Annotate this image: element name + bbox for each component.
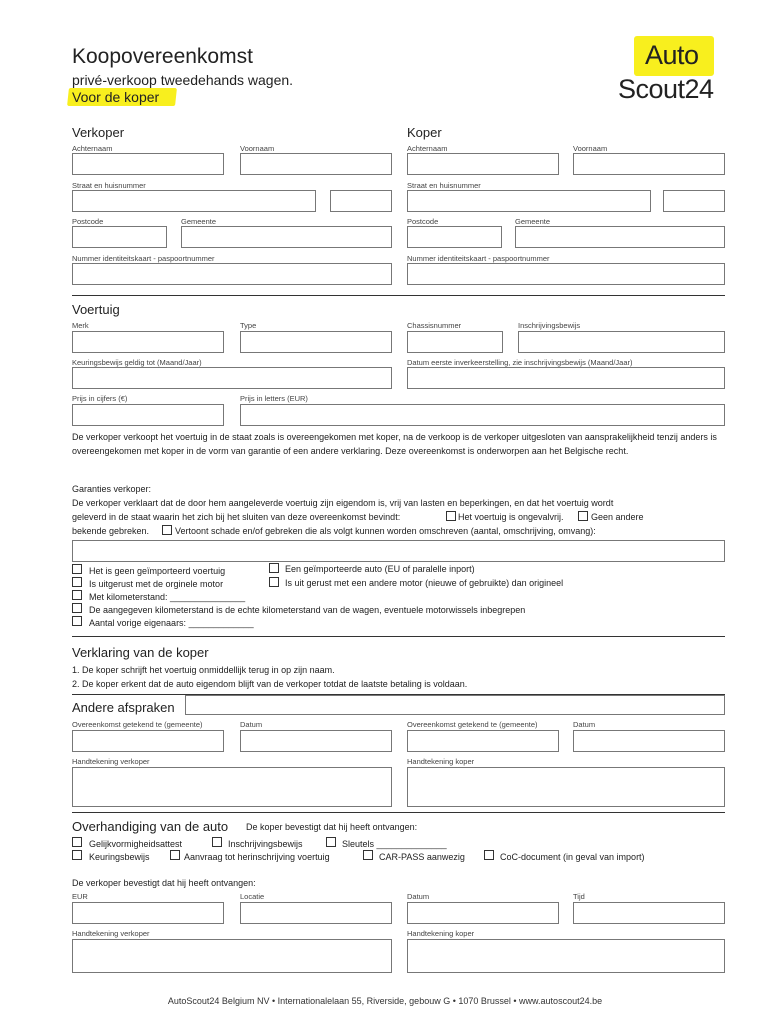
kilometerstand-label: Met kilometerstand: _______________ bbox=[89, 592, 246, 602]
originele-motor-checkbox[interactable] bbox=[72, 577, 82, 587]
koper-achternaam-field[interactable] bbox=[407, 153, 559, 175]
page-subtitle: privé-verkoop tweedehands wagen. bbox=[72, 72, 294, 88]
geen-import-checkbox[interactable] bbox=[72, 564, 82, 574]
logo-text-auto: Auto bbox=[645, 40, 699, 70]
datum-field[interactable] bbox=[407, 902, 559, 924]
verkoper-ontvangen-heading: De verkoper bevestigt dat hij heeft ontvangen: bbox=[72, 878, 256, 888]
originele-motor-label: Is uitgerust met de orginele motor bbox=[89, 579, 224, 589]
koper-postcode-field[interactable] bbox=[407, 226, 502, 248]
schade-omschrijving-field[interactable] bbox=[72, 540, 725, 562]
logo-text-scout24: Scout24 bbox=[618, 74, 714, 104]
verkoper-achternaam-field[interactable] bbox=[72, 153, 224, 175]
handtekening-verkoper-label: Handtekening verkoper bbox=[72, 757, 150, 766]
verkoper-gemeente-field[interactable] bbox=[181, 226, 392, 248]
verklaring-p1: 1. De koper schrijft het voertuig onmiddellijk terug in op zijn naam. bbox=[72, 665, 335, 675]
koper-id-label: Nummer identiteitskaart - paspoortnummer bbox=[407, 254, 550, 263]
inschrijvingsbewijs-option-label: Inschrijvingsbewijs bbox=[228, 839, 303, 849]
inschrijvingsbewijs-label: Inschrijvingsbewijs bbox=[518, 321, 581, 330]
for-who-label: Voor de koper bbox=[72, 89, 160, 105]
keuringsbewijs-checkbox[interactable] bbox=[72, 850, 82, 860]
getekend-te-label: Overeenkomst getekend te (gemeente) bbox=[407, 720, 538, 729]
locatie-label: Locatie bbox=[240, 892, 265, 901]
overhandiging-subheading: De koper bevestigt dat hij heeft ontvangen: bbox=[246, 822, 418, 832]
garanties-line1: De verkoper verklaart dat de door hem aangeleverde voertuig zijn eigendom is, vrij van lasten en beperkingen, en dat het voertuig wordt bbox=[72, 498, 614, 508]
voertuig-heading: Voertuig bbox=[72, 302, 120, 317]
prijs-letters-label: Prijs in letters (EUR) bbox=[240, 394, 308, 403]
verklaring-heading: Verklaring van de koper bbox=[72, 645, 209, 660]
inschrijvingsbewijs-field[interactable] bbox=[518, 331, 725, 353]
handtekening-koper-field[interactable] bbox=[407, 767, 725, 807]
geen-import-label: Het is geen geïmporteerd voertuig bbox=[89, 566, 226, 576]
andere-heading: Andere afspraken bbox=[72, 700, 175, 715]
koper-postcode-label: Postcode bbox=[407, 217, 439, 226]
chassis-label: Chassisnummer bbox=[407, 321, 462, 330]
type-label: Type bbox=[240, 321, 257, 330]
verkoper-postcode-label: Postcode bbox=[72, 217, 104, 226]
eigenaars-label: Aantal vorige eigenaars: _____________ bbox=[89, 618, 254, 628]
inschrijvingsbewijs-checkbox[interactable] bbox=[212, 837, 222, 847]
datum-inverkeer-field[interactable] bbox=[407, 367, 725, 389]
datum-verkoper-field[interactable] bbox=[240, 730, 392, 752]
divider bbox=[72, 636, 725, 637]
verkoper-id-label: Nummer identiteitskaart - paspoortnummer bbox=[72, 254, 215, 263]
carpass-checkbox[interactable] bbox=[363, 850, 373, 860]
verklaring-p2: 2. De koper erkent dat de auto eigendom blijft van de verkoper totdat de laatste betaling is voldaan. bbox=[72, 679, 468, 689]
echte-km-label: De aangegeven kilometerstand is de echte kilometerstand van de wagen, eventuele motorwissels inbegrepen bbox=[89, 605, 526, 615]
coc-label: CoC-document (in geval van import) bbox=[500, 852, 645, 862]
verkoper-postcode-field[interactable] bbox=[72, 226, 167, 248]
garanties-line3: bekende gebreken. bbox=[72, 526, 150, 536]
garanties-heading: Garanties verkoper: bbox=[72, 484, 152, 494]
carpass-label: CAR-PASS aanwezig bbox=[379, 852, 465, 862]
koper-straat-label: Straat en huisnummer bbox=[407, 181, 481, 190]
schade-checkbox[interactable] bbox=[162, 525, 172, 535]
koper-achternaam-label: Achternaam bbox=[407, 144, 448, 153]
verkoper-voornaam-field[interactable] bbox=[240, 153, 392, 175]
echte-km-checkbox[interactable] bbox=[72, 603, 82, 613]
voertuig-statement: De verkoper verkoopt het voertuig in de staat zoals is overeengekomen met koper, na de verkoop is de verkoper uitgesloten van aansprakelijkheid tenzij anders is overeengekomen met koper in de vorm van garantie of een andere verklaring. Deze overeenkomst is onderworpen aan het Belgische recht. bbox=[72, 432, 717, 456]
aanvraag-herinschrijving-checkbox[interactable] bbox=[170, 850, 180, 860]
sleutels-checkbox[interactable] bbox=[326, 837, 336, 847]
divider bbox=[72, 295, 725, 296]
prijs-letters-field[interactable] bbox=[240, 404, 725, 426]
verkoper-huisnummer-field[interactable] bbox=[330, 190, 392, 212]
keuringsbewijs-label: Keuringsbewijs bbox=[89, 852, 150, 862]
handtekening-koper-overhandiging-field[interactable] bbox=[407, 939, 725, 973]
andere-afspraken-field[interactable] bbox=[185, 695, 725, 715]
tijd-field[interactable] bbox=[573, 902, 725, 924]
eur-field[interactable] bbox=[72, 902, 224, 924]
aanvraag-herinschrijving-label: Aanvraag tot herinschrijving voertuig bbox=[184, 852, 330, 862]
handtekening-koper-label: Handtekening koper bbox=[407, 757, 475, 766]
gelijkvormigheid-label: Gelijkvormigheidsattest bbox=[89, 839, 183, 849]
koper-voornaam-label: Voornaam bbox=[573, 144, 608, 153]
handtekening-verkoper-field[interactable] bbox=[72, 767, 392, 807]
koper-huisnummer-field[interactable] bbox=[663, 190, 725, 212]
handtekening-verkoper-label: Handtekening verkoper bbox=[72, 929, 150, 938]
eur-label: EUR bbox=[72, 892, 88, 901]
prijs-cijfers-label: Prijs in cijfers (€) bbox=[72, 394, 128, 403]
verkoper-straat-field[interactable] bbox=[72, 190, 316, 212]
koper-gemeente-label: Gemeente bbox=[515, 217, 551, 226]
kilometerstand-checkbox[interactable] bbox=[72, 590, 82, 600]
type-field[interactable] bbox=[240, 331, 392, 353]
verkoper-id-field[interactable] bbox=[72, 263, 392, 285]
chassis-field[interactable] bbox=[407, 331, 503, 353]
datum-inverkeer-label: Datum eerste inverkeerstelling, zie inschrijvingsbewijs (Maand/Jaar) bbox=[407, 358, 633, 367]
merk-field[interactable] bbox=[72, 331, 224, 353]
koper-voornaam-field[interactable] bbox=[573, 153, 725, 175]
merk-label: Merk bbox=[72, 321, 89, 330]
getekend-te-label: Overeenkomst getekend te (gemeente) bbox=[72, 720, 203, 729]
eu-import-label: Een geïmporteerde auto (EU of paralelle inport) bbox=[285, 564, 475, 574]
garanties-line2: geleverd in de staat waarin het zich bij het sluiten van deze overeenkomst bevindt: bbox=[72, 512, 401, 522]
eu-import-checkbox[interactable] bbox=[269, 563, 279, 573]
koper-straat-field[interactable] bbox=[407, 190, 651, 212]
handtekening-verkoper-overhandiging-field[interactable] bbox=[72, 939, 392, 973]
datum-label: Datum bbox=[407, 892, 430, 901]
coc-checkbox[interactable] bbox=[484, 850, 494, 860]
page-title: Koopovereenkomst bbox=[72, 45, 253, 68]
ongevalvrij-checkbox[interactable] bbox=[446, 511, 456, 521]
koper-gemeente-field[interactable] bbox=[515, 226, 725, 248]
keuring-field[interactable] bbox=[72, 367, 392, 389]
keuring-label: Keuringsbewijs geldig tot (Maand/Jaar) bbox=[72, 358, 202, 367]
handtekening-koper-label: Handtekening koper bbox=[407, 929, 475, 938]
geen-andere-gebreken-checkbox[interactable] bbox=[578, 511, 588, 521]
divider bbox=[72, 812, 725, 813]
footer: AutoScout24 Belgium NV • Internationalelaan 55, Riverside, gebouw G • 1070 Brussel • www.autoscout24.be bbox=[167, 996, 603, 1006]
verkoper-gemeente-label: Gemeente bbox=[181, 217, 217, 226]
andere-motor-label: Is uit gerust met een andere motor (nieuwe of gebruikte) dan origineel bbox=[285, 578, 564, 588]
datum-label: Datum bbox=[240, 720, 263, 729]
koper-heading: Koper bbox=[407, 125, 442, 140]
schade-label: Vertoont schade en/of gebreken die als volgt kunnen worden omschreven (aantal, omschrijving, omvang): bbox=[175, 526, 596, 536]
verkoper-straat-label: Straat en huisnummer bbox=[72, 181, 146, 190]
verkoper-heading: Verkoper bbox=[72, 125, 125, 140]
eigenaars-checkbox[interactable] bbox=[72, 616, 82, 626]
andere-motor-checkbox[interactable] bbox=[269, 577, 279, 587]
locatie-field[interactable] bbox=[240, 902, 392, 924]
ongevalvrij-label: Het voertuig is ongevalvrij. bbox=[458, 512, 564, 522]
gelijkvormigheid-checkbox[interactable] bbox=[72, 837, 82, 847]
getekend-te-koper-field[interactable] bbox=[407, 730, 559, 752]
overhandiging-heading: Overhandiging van de auto bbox=[72, 819, 229, 834]
koper-id-field[interactable] bbox=[407, 263, 725, 285]
geen-andere-label: Geen andere bbox=[591, 512, 644, 522]
sleutels-label: Sleutels ______________ bbox=[342, 839, 447, 849]
getekend-te-verkoper-field[interactable] bbox=[72, 730, 224, 752]
verkoper-voornaam-label: Voornaam bbox=[240, 144, 275, 153]
datum-label: Datum bbox=[573, 720, 596, 729]
tijd-label: Tijd bbox=[573, 892, 585, 901]
verkoper-achternaam-label: Achternaam bbox=[72, 144, 113, 153]
prijs-cijfers-field[interactable] bbox=[72, 404, 224, 426]
datum-koper-field[interactable] bbox=[573, 730, 725, 752]
